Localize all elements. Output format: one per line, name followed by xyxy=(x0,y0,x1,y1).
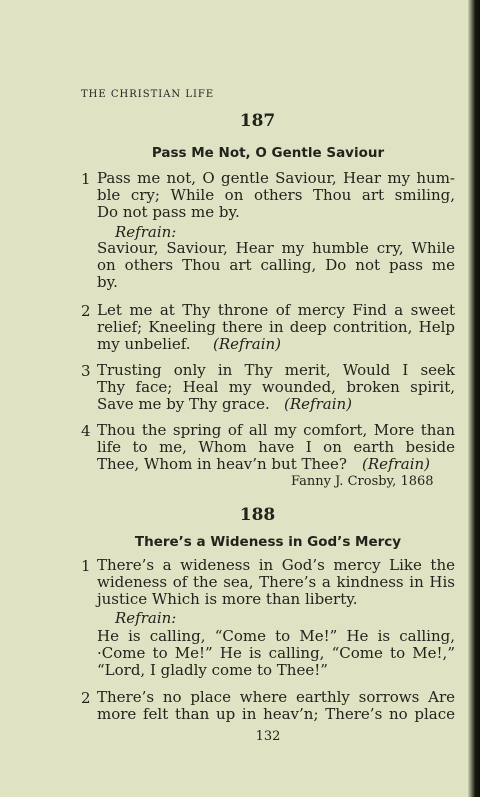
refrain-line: ·Come to Me!” He is calling, “Come to Me!,” xyxy=(97,644,455,662)
verse-line: Trusting only in Thy merit, Would I seek xyxy=(97,361,455,379)
verse-line: Let me at Thy throne of mercy Find a sweet xyxy=(97,301,455,319)
verse-line: Save me by Thy grace. xyxy=(97,395,270,413)
refrain-line: Saviour, Saviour, Hear my humble cry, While xyxy=(97,239,455,257)
hymn-title: There’s a Wideness in God’s Mercy xyxy=(134,534,402,550)
verse-line: Thou the spring of all my comfort, More than xyxy=(97,421,455,439)
verse-number: 4 xyxy=(81,422,91,440)
hymn-number: 188 xyxy=(239,505,276,525)
verse-number: 2 xyxy=(81,689,91,707)
verse-line: justice Which is more than liberty. xyxy=(97,590,358,608)
refrain-label: Refrain: xyxy=(115,223,177,241)
verse-line: life to me, Whom have I on earth beside xyxy=(97,438,455,456)
refrain-line: He is calling, “Come to Me!” He is calling, xyxy=(97,627,455,645)
refrain-line: “Lord, I gladly come to Thee!” xyxy=(97,661,328,679)
verse-line: Thee, Whom in heav’n but Thee? xyxy=(97,455,347,473)
verse-number: 1 xyxy=(81,170,91,188)
verse-line: Do not pass me by. xyxy=(97,203,240,221)
refrain-line: by. xyxy=(97,273,118,291)
hymn-author: Fanny J. Crosby, 1868 xyxy=(291,474,434,489)
refrain-line: on others Thou art calling, Do not pass me xyxy=(97,256,455,274)
refrain-marker: (Refrain) xyxy=(362,455,430,473)
verse-line: wideness of the sea, There’s a kindness in His xyxy=(97,573,455,591)
verse-number: 3 xyxy=(81,362,91,380)
refrain-marker: (Refrain) xyxy=(284,395,352,413)
hymn-number: 187 xyxy=(239,111,276,131)
verse-line: ble cry; While on others Thou art smiling, xyxy=(97,186,455,204)
hymn-title: Pass Me Not, O Gentle Saviour xyxy=(151,145,385,161)
verse-line: more felt than up in heav’n; There’s no place xyxy=(97,705,455,723)
page-number: 132 xyxy=(255,729,281,744)
verse-line: There’s no place where earthly sorrows Are xyxy=(97,688,455,706)
verse-number: 2 xyxy=(81,302,91,320)
verse-number: 1 xyxy=(81,557,91,575)
verse-line: my unbelief. xyxy=(97,335,191,353)
verse-line: Pass me not, O gentle Saviour, Hear my hum- xyxy=(97,169,455,187)
verse-line: Thy face; Heal my wounded, broken spirit, xyxy=(97,378,455,396)
refrain-label: Refrain: xyxy=(115,609,177,627)
verse-line: relief; Kneeling there in deep contrition, Help xyxy=(97,318,455,336)
verse-line: There’s a wideness in God’s mercy Like the xyxy=(97,556,455,574)
refrain-marker: (Refrain) xyxy=(213,335,281,353)
section-header: THE CHRISTIAN LIFE xyxy=(81,89,215,100)
